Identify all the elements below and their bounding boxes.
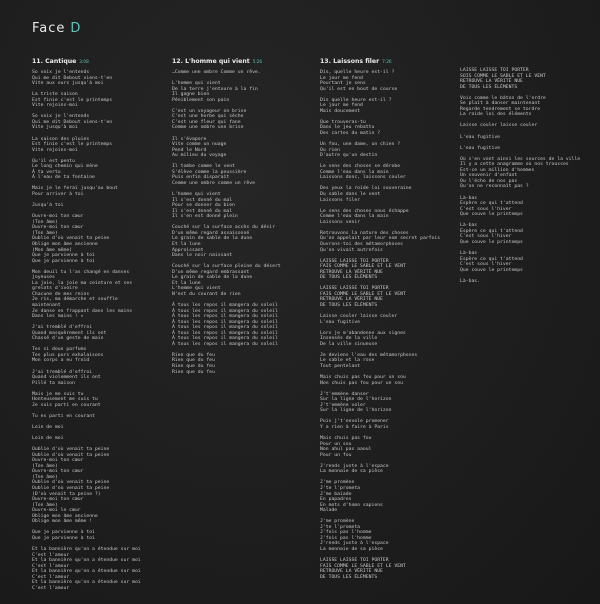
- song-column-11: [32, 58, 172, 591]
- song-title-row: [320, 58, 460, 65]
- song-column-12: [172, 58, 312, 375]
- song-duration: 7:26: [382, 59, 392, 64]
- face-heading: [32, 21, 81, 36]
- song-lyrics: So voix je l'entends Qui me dit Debout viens-t'en Vite aux ours jusqu'à moi La triste saison Est finie c'est le printemps Vite rejoins-moi So voix je l'entends Qui me dit Debout viens-t'en Vite jusqu'à moi La saison des pluies Est finie c'est le printemps Vite rejoins-moi Qu'il est pentu Le long chemin qui mène À ta vertu À l'eau de ta fontaine Mais je le ferai jusqu'au bout Pour arriver à toi Jusqu'à toi Ouvre-moi ton cœur (Ton âme) Ouvre-moi ton cœur (Ton âme) Oublie d'où venait ta peine Oblige mon âme ancienne (Mon âme même) Que je parvienne à toi Que je parvienne à toi Mon deuil tu l'as changé en danses joyeuses La joie, la joie ma ceinture et ses grelots d'ivoire Chacune de mes reins Je ris, ma démarche et souffle maintenant Je danse en frappant dans les mains Dans les mains ! » J'ai tremblé d'effroi Quand masquèrement ils ont Chassé d'un geste de main Tes si doux parfums Tes plus purs exhalaisons Mon corps a eu froid J'ai tremblé d'effroi Quand violemment ils ont Pillé ta maison Mais je me suis tu Honteusement me suis tu Je suis parti en courant Tu es parti en courant Loin de moi Loin de moi Oublie d'où venait ta peine Oublie d'où venait ta peine Ouvre-moi ton cœur (Ton âme) Ouvre-moi ton cœur (Ton âme) Oublie d'où venait ta peine Oublie d'où venait ta peine (D'où venait ta peine ?) Ouvre-moi ton cœur (Ton âme) Ouvre-moi le cœur Oblige mon âme ancienne Oblige mon âme même ! Que je parvienne à toi Que je parvienne à toi Et la bannière qu'on a étendue sur moi C'est l'amour Et la bannière qu'on a étendue sur moi C'est l'amour Et la bannière qu'on a étendue sur moi C'est l'amour Et la bannière qu'on a étendue sur moi C'est l'amour: [32, 70, 141, 591]
- song-title: 11. Cantique: [32, 58, 77, 65]
- song-title: 13. Laissons filer: [320, 58, 380, 65]
- song-duration: 3:08: [79, 59, 89, 64]
- face-letter: D: [70, 21, 82, 36]
- song-column-13: [320, 58, 460, 580]
- song-lyrics: LAISSE LAISSE TOI PORTER SOIS COMME LE SABLE ET LE VENT RETROUVE LA VÉRITÉ NUE DE TOUS LES ÉLÉMENTS Vois comme le bâton de l'ordre Se plaît à danser maintenant Regarde tendrement se tordre La roide loi des éléments Laisse couler laisse couler L'eau fugitive L'eau fugitive Où s'en vont ainsi les sources de la ville Il y a cette anagramme où nos trousses Est-ce un million d'hommes Un souvenir d'enfant Ou l'écho de nos pas Qu'on ne reconnaît pas ? Là-bas Espère ce qui t'attend C'est sous l'hiver Que couve le printemps Là-bas Espère ce qui t'attend C'est sous l'hiver Que couve le printemps Là-bas Espère ce qui t'attend C'est sous l'hiver Que couve le printemps Là-bas.: [460, 68, 581, 284]
- song-title-row: [32, 58, 172, 65]
- face-label: Face: [32, 21, 66, 36]
- song-duration: 5:26: [252, 59, 263, 64]
- song-lyrics: Dis, quelle heure est-il ? Le jour me fend Pourtant je sens Qu'il est en bout de course Dis quelle heure est-il ? Le jour me fend Mais doucement Que trouveras-tu Dans le jeu rebattu Des cartes du matin ? Un fou, une dame, un chien ? Ou rien D'autre qu'un destin Le sens des choses se dérobe Comme l'eau dans la main Laissons donc, laissons couler Des yeux la roide loi souveraine Du sable dans le vent Laissons filer Le sens des choses nous échappe Comme l'eau dans la main Laissons venir Retrouvons la nature des choses Qu'on appelait par leur nom secret parfois Ouvrons-toi des métamorphoses Qu'on vivait autrefois LAISSE LAISSE TOI PORTER FAIS COMME LE SABLE ET LE VENT RETROUVE LA VÉRITÉ NUE DE TOUS LES ÉLÉMENTS LAISSE LAISSE TOI PORTER FAIS COMME LE SABLE ET LE VENT RETROUVE LA VÉRITÉ NUE DE TOUS LES ÉLÉMENTS Laisse couler laisse couler L'eau fugitive Lors je m'abandonne aux signes Insensés de la ville De la ville sinueuse Je deviens l'eau des métamorphoses Le sable et la rose Tout pentelant Mais chuis pas fou pour un sou Non chuis pas fou pour un sou J't'emmène danser Sur la ligne de l'horizon J't'emmène voler Sur la ligne de l'horizon Puis j't'envole promener Y a rien à faire à Paris Mais chuis pas fou Pour un sou Non ahul pas aaoul Pour un fou J'rends juste à l'espace La monnaie de sa pièce J'me promène J'te l'prometa J'me baiade En papadres En mots d'homo sapiens Malade J'me promène J'te l'prometa J'fois pas l'homme J'fois pas l'homme J'rends juste à l'espace La monnaie de sa pièce LAISSE LAISSE TOI PORTER FAIS COMME LE SABLE ET LE VENT RETROUVE LA VÉRITÉ NUE DE TOUS LES ÉLÉMENTS: [320, 70, 441, 580]
- song-lyrics: …Comme une ombre Comme un rêve. L'homme qui vient De la terre j'entoure à la fin Il gagne bien Péniblement son pain C'est un voyageur on brise C'est une herbe qui sèche C'est une fleur qui fane Comme une ombre une brise Il s'évapore Vite comme un nuage Pend le Nord Au milieu du voyage Il tombe comme le vent S'élève comme la poussière Puis enfin disparaît Comme une ombre comme un rêve L'homme qui vient Il s'est donné du mal Pour se donner du bien Il s'est donné du mal Il s'en est donné plein Couché sur la surface accès du désir D'un même regard assaisonné Le grain de sable de la dune Et la lune Approissant Dans le noir naissant Couché sur la surface pleine du désert D'un même regard embrassant Le grain de sable de la dune Et la lune L'homme qui vient N'est du courant de rien À tous les repos il mangera du soleil À tous les repos il mangera du soleil À tous les repos il mangera du soleil À tous les repos il mangera du soleil À tous les repos il mangera du soleil À tous les repos il mangera du soleil À tous les repos il mangera du soleil À tous les repos il mangera du soleil Rien que du feu Rien que du feu Rien que du feu Rien que du feu: [172, 70, 281, 375]
- song-column-13-continued: [460, 68, 600, 284]
- song-title-row: [172, 58, 312, 65]
- song-title: 12. L'homme qui vient: [172, 58, 250, 65]
